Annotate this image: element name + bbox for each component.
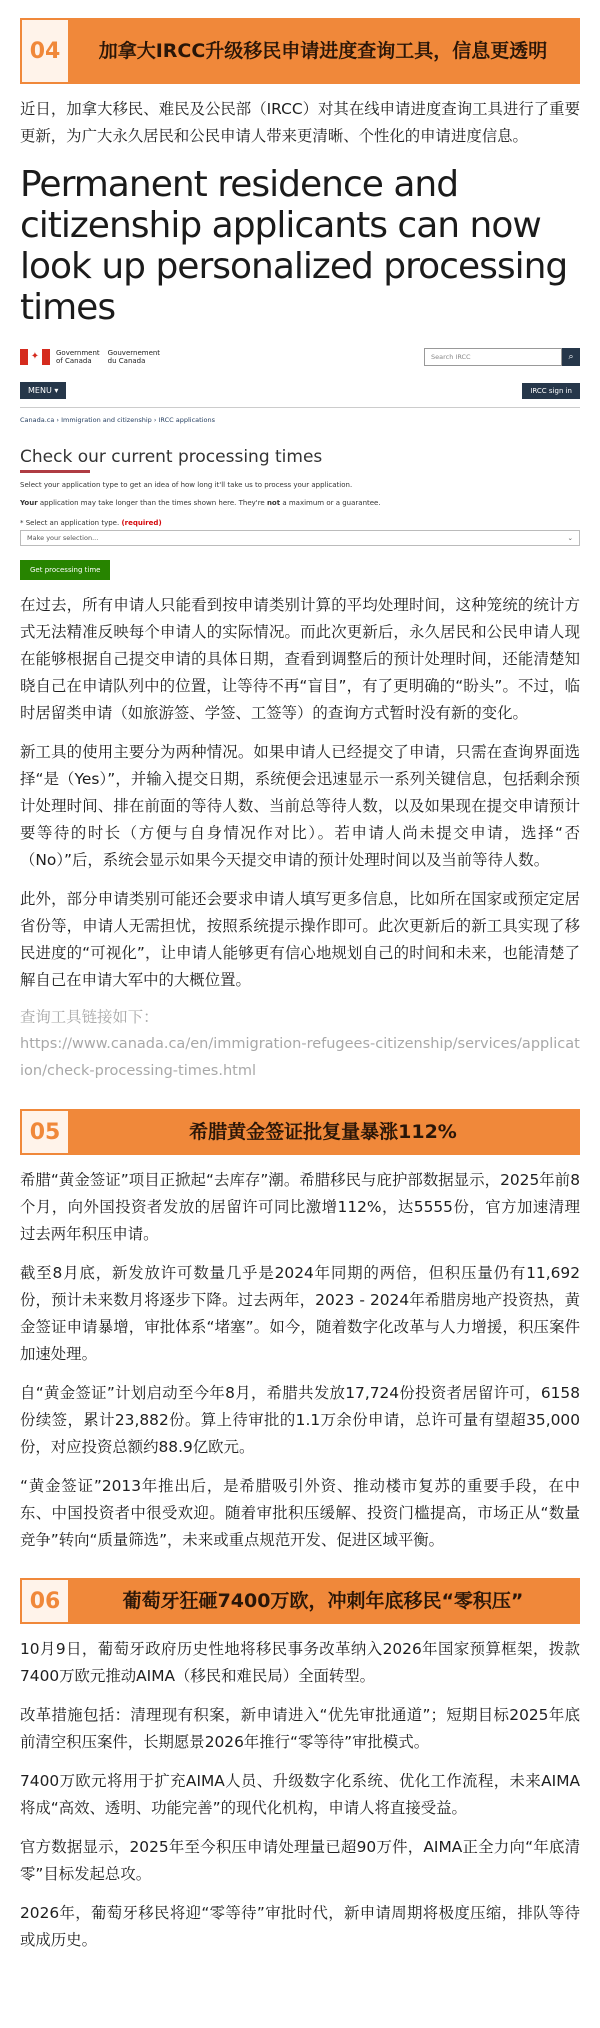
- paragraph: “黄金签证”2013年推出后，是希腊吸引外资、推动楼市复苏的重要手段，在中东、中国投资者中很受欢迎。随着审批积压缓解、投资门槛提高，市场正从“数量竞争”转向“质量筛选”，未来或重点规范开发、促进区域平衡。: [20, 1477, 580, 1549]
- gov-fr: Gouvernement du Canada: [107, 349, 161, 365]
- chevron-down-icon: ⌄: [567, 534, 573, 542]
- paragraph: 10月9日，葡萄牙政府历史性地将移民事务改革纳入2026年国家预算框架，拨款7400万欧元推动AIMA（移民和难民局）全面转型。: [20, 1640, 580, 1685]
- paragraph: 新工具的使用主要分为两种情况。如果申请人已经提交了申请，只需在查询界面选择“是（Yes）”，并输入提交日期，系统便会迅速显示一系列关键信息，包括剩余预计处理时间、排在前面的等待人数、当前总等待人数，以及如果现在提交申请预计要等待的时长（方便与自身情况作对比）。若申请人尚未提交申请，选择“否（No）”后，系统会显示如果今天提交申请的预计处理时间以及当前等待人数。: [20, 743, 580, 869]
- paragraph: 在过去，所有申请人只能看到按申请类别计算的平均处理时间，这种笼统的统计方式无法精准反映每个申请人的实际情况。而此次更新后，永久居民和公民申请人现在能够根据自己提交申请的具体日期，查看到调整后的预计处理时间，还能清楚知晓自己在申请队列中的位置，让等待不再“盲目”，有了更明确的“盼头”。不过，临时居留类申请（如旅游签、学签、工签等）的查询方式暂时没有新的变化。: [20, 596, 580, 722]
- paragraph: 改革措施包括：清理现有积案，新申请进入“优先审批通道”；短期目标2025年底前清空积压案件，长期愿景2026年推行“零等待”审批模式。: [20, 1706, 580, 1751]
- paragraph: 希腊“黄金签证”项目正掀起“去库存”潮。希腊移民与庇护部数据显示，2025年前8个月，向外国投资者发放的居留许可同比激增112%，达5555份，官方加速清理过去两年积压申请。: [20, 1171, 580, 1243]
- gc-signature: [20, 349, 160, 365]
- breadcrumb: Canada.ca › Immigration and citizenship › IRCC applications: [20, 416, 215, 424]
- intro-paragraph: 近日，加拿大移民、难民及公民部（IRCC）对其在线申请进度查询工具进行了重要更新，为广大永久居民和公民申请人带来更清晰、个性化的申请进度信息。: [20, 100, 580, 145]
- section-number: 04: [22, 20, 68, 82]
- link-label: 查询工具链接如下：: [20, 1008, 159, 1026]
- gc-get-time-button: Get processing time: [20, 560, 110, 580]
- gc-nav: [20, 382, 580, 408]
- gc-search: [424, 348, 580, 366]
- gc-header: [20, 344, 580, 370]
- gc-application-select: Make your selection... ⌄: [20, 530, 580, 546]
- section-number: 05: [22, 1111, 68, 1153]
- paragraph: 2026年，葡萄牙移民将迎“零等待”审批时代，新申请周期将极度压缩，排队等待或成历史。: [20, 1904, 580, 1949]
- gc-search-input: Search IRCC: [424, 348, 562, 366]
- section-06-header: [20, 1578, 580, 1624]
- gc-lead: Select your application type to get an idea of how long it'll take us to process your application.: [20, 481, 353, 489]
- section-number: 06: [22, 1580, 68, 1622]
- paragraph: 7400万欧元将用于扩充AIMA人员、升级数字化系统、优化工作流程，未来AIMA将成“高效、透明、功能完善”的现代化机构，申请人将直接受益。: [20, 1772, 580, 1817]
- title-underline: [20, 470, 90, 473]
- gc-select-label: * Select an application type. (required): [20, 519, 162, 527]
- embedded-screenshot: [20, 164, 580, 580]
- section-title: 葡萄牙狂砸7400万欧，冲刺年底移民“零积压”: [122, 1590, 524, 1612]
- article: [0, 18, 600, 1974]
- tool-link[interactable]: https://www.canada.ca/en/immigration-refugees-citizenship/services/application/check-processing-times.html: [20, 1036, 580, 1079]
- gov-en: Government of Canada: [56, 349, 100, 365]
- canada-flag-icon: ✦: [20, 349, 50, 365]
- section-04-header: [20, 18, 580, 84]
- paragraph: 官方数据显示，2025年至今积压申请处理量已超90万件，AIMA正全力向“年底清零”目标发起总攻。: [20, 1838, 580, 1883]
- search-icon: ⌕: [562, 348, 580, 366]
- paragraph: 此外，部分申请类别可能还会要求申请人填写更多信息，比如所在国家或预定定居省份等，申请人无需担忧，按照系统提示操作即可。此次更新后的新工具实现了移民进度的“可视化”，让申请人能够更有信心地规划自己的时间和未来，也能清楚了解自己在申请大军中的大概位置。: [20, 890, 580, 989]
- section-title: 加拿大IRCC升级移民申请进度查询工具，信息更透明: [98, 40, 548, 62]
- screenshot-headline: Permanent residence and citizenship applicants can now look up personalized processing times: [20, 164, 568, 328]
- gc-signin-button: IRCC sign in: [522, 383, 580, 399]
- section-05-header: [20, 1109, 580, 1155]
- gc-page-title: Check our current processing times: [20, 447, 323, 467]
- paragraph: 自“黄金签证”计划启动至今年8月，希腊共发放17,724份投资者居留许可，6158份续签，累计23,882份。算上待审批的1.1万余份申请，总许可量有望超35,000份，对应投资总额约88.9亿欧元。: [20, 1384, 580, 1456]
- paragraph: 截至8月底，新发放许可数量几乎是2024年同期的两倍，但积压量仍有11,692份，预计未来数月将逐步下降。过去两年，2023 - 2024年希腊房地产投资热，黄金签证申请暴增，审批体系“堵塞”。如今，随着数字化改革与人力增援，积压案件加速处理。: [20, 1264, 580, 1363]
- section-title: 希腊黄金签证批复量暴涨112%: [189, 1121, 457, 1143]
- gc-note: Your application may take longer than the times shown here. They're not a maximum or a guarantee.: [20, 499, 381, 507]
- gc-menu-button: MENU ▾: [20, 382, 66, 399]
